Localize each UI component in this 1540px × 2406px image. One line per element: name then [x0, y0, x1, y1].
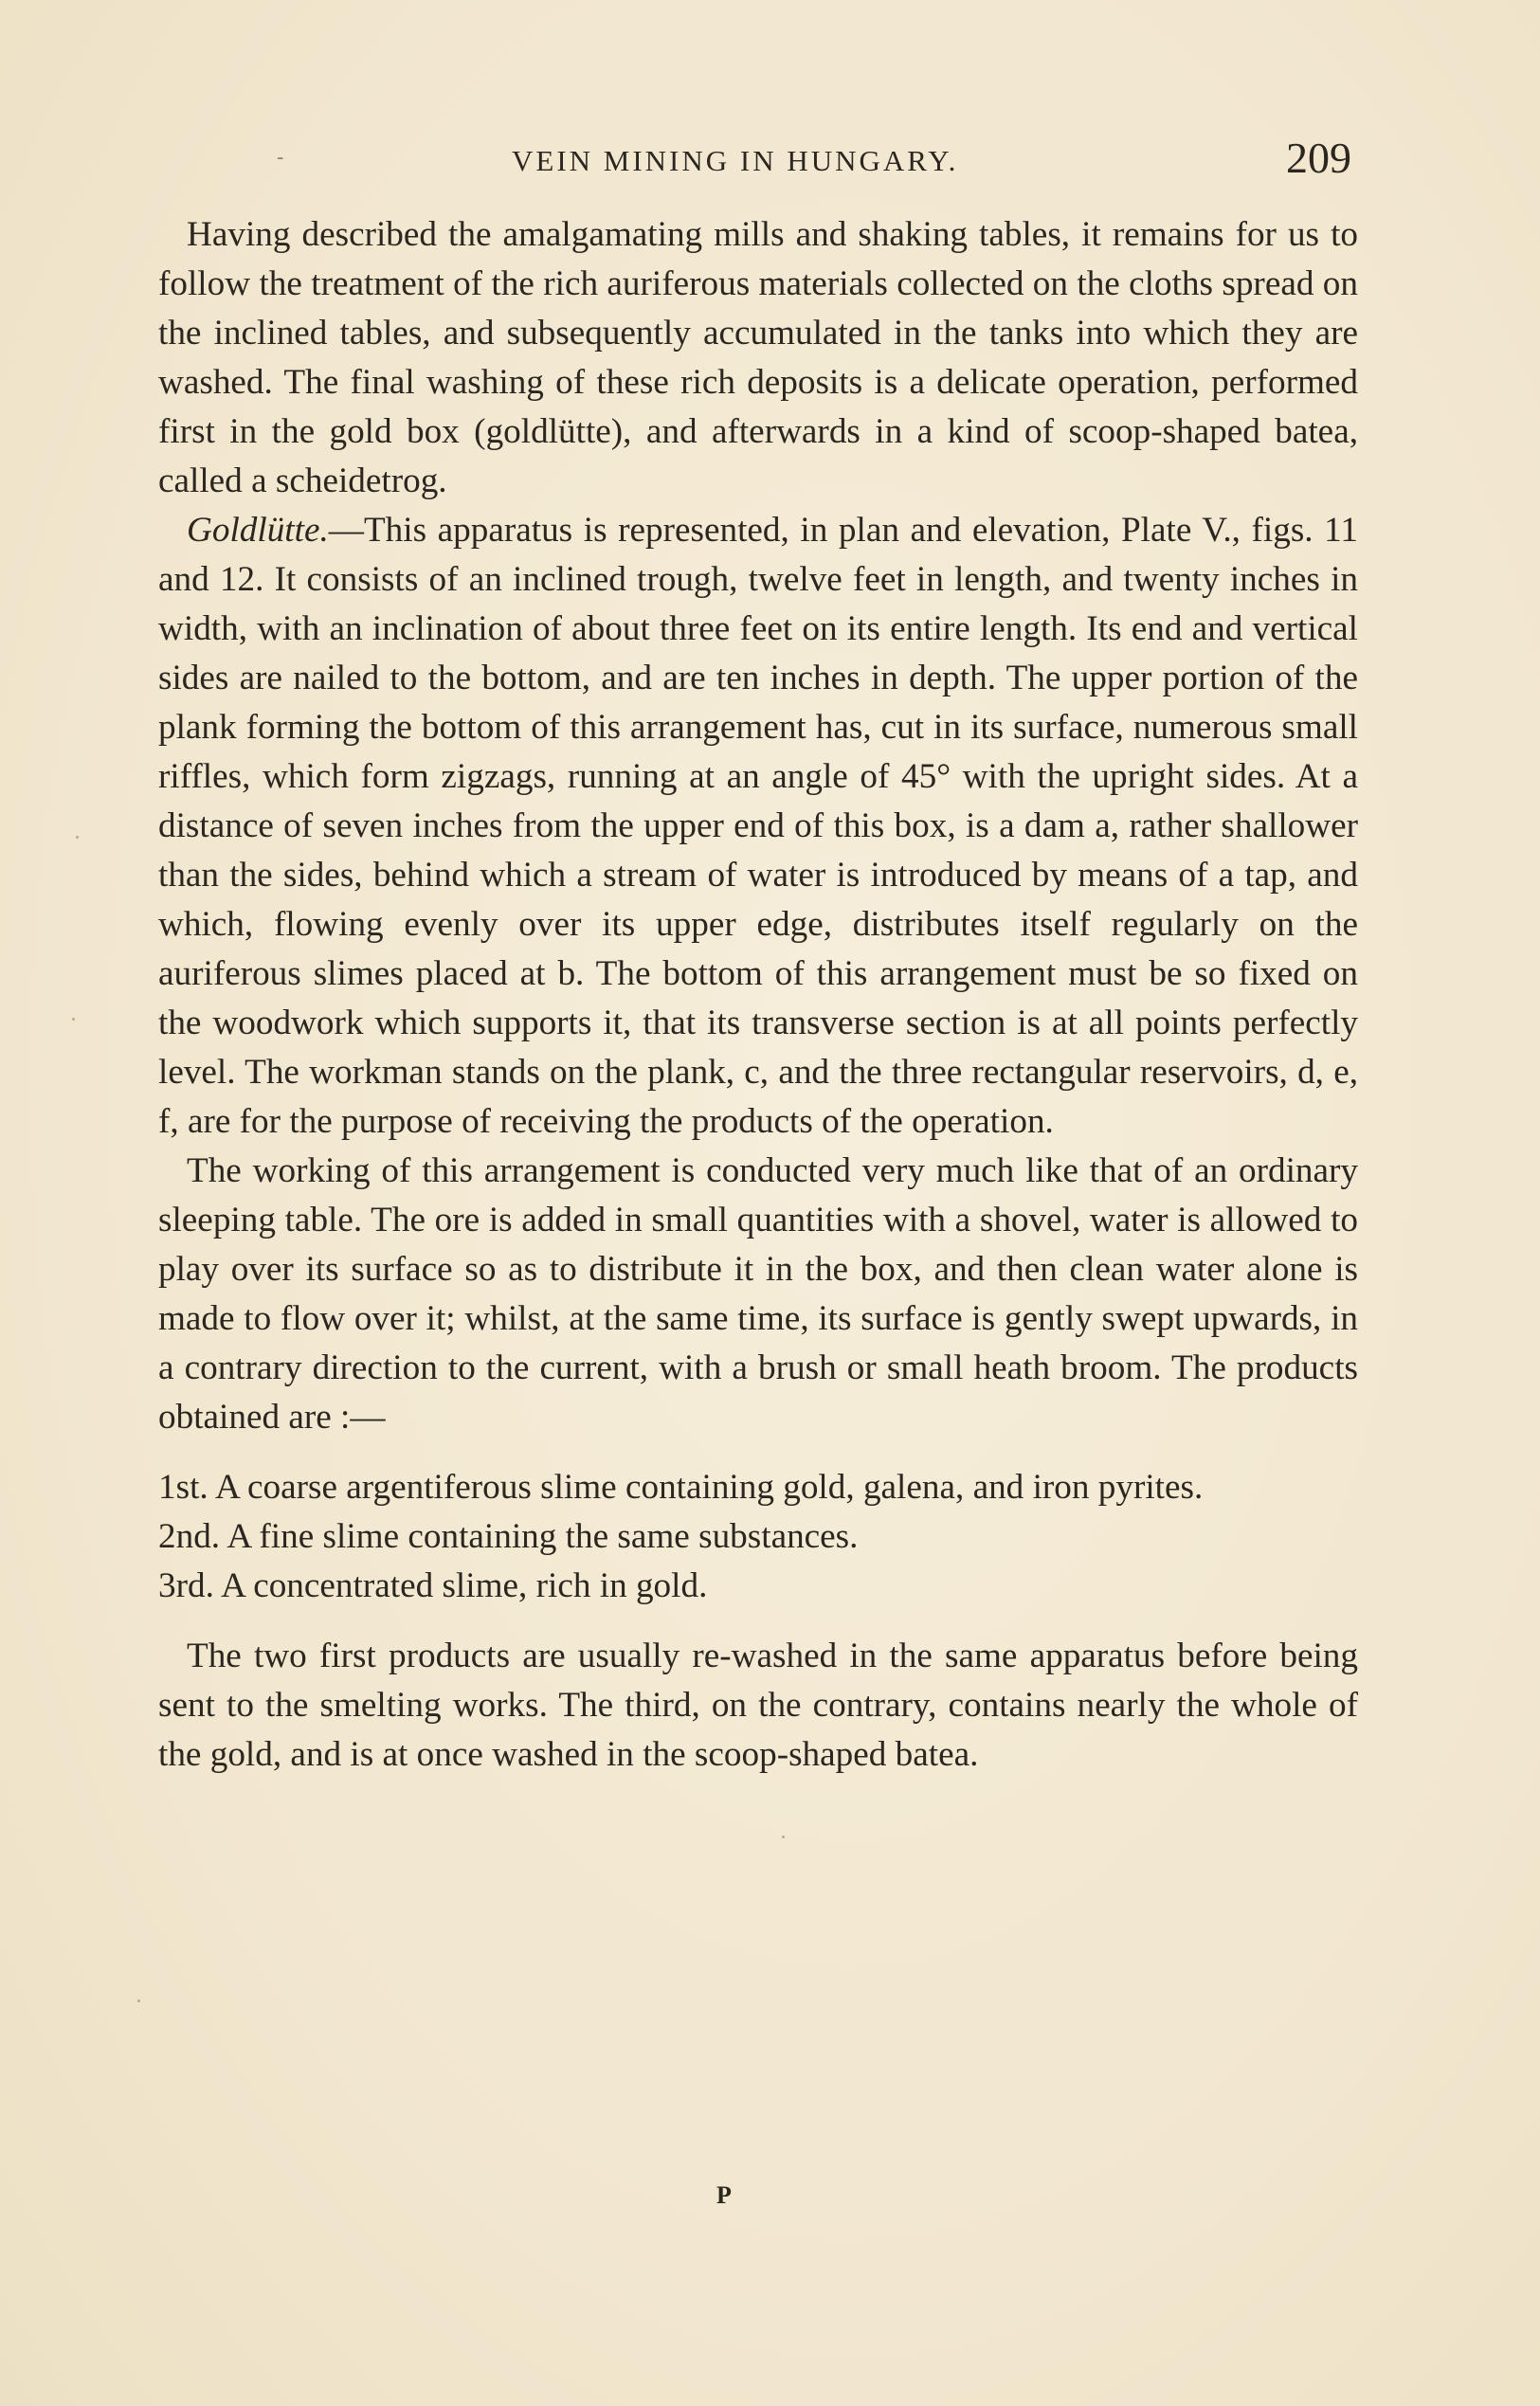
paragraph-goldlutte-lead: Goldlütte. — [187, 511, 329, 550]
header-dash-mark: - — [277, 146, 284, 170]
page-number: 209 — [1286, 134, 1351, 182]
paragraph-rewash: The two first products are usually re-washed in the same apparatus before being sent to the smelting works. The third, on the contrary, contains nearly the whole of the gold, and is at once washed in the scoop-shaped batea. — [158, 1637, 1358, 1774]
paragraph-goldlutte — [158, 506, 1358, 1147]
running-head: VEIN MINING IN HUNGARY. — [512, 144, 959, 177]
list-item: 2nd. A fine slime containing the same substances. — [158, 1517, 859, 1556]
body-text — [158, 210, 1358, 1780]
paper-speck — [137, 1999, 140, 2002]
list-item: 1st. A coarse argentiferous slime containing gold, galena, and iron pyrites. — [158, 1468, 1204, 1507]
paragraph-goldlutte-body: —This apparatus is represented, in plan and elevation, Plate V., figs. 11 and 12. It consists of an inclined trough, twelve feet in length, and twenty inches in width, with an inclination of about three feet on its entire length. Its end and vertical sides are nailed to the bottom, and are ten inches in depth. The upper portion of the plank forming the bottom of this arrangement has, cut in its surface, numerous small riffles, which form zigzags, running at an angle of 45° with the upright sides. At a distance of seven inches from the upper end of this box, is a dam a, rather shallower than the sides, behind which a stream of water is introduced by means of a tap, and which, flowing evenly over its upper edge, distributes itself regularly on the auriferous slimes placed at b. The bottom of this arrangement must be so fixed on the woodwork which supports it, that its transverse section is at all points perfectly level. The workman stands on the plank, c, and the three rectangular reservoirs, d, e, f, are for the purpose of receiving the products of the operation. — [158, 511, 1358, 1141]
paper-speck — [72, 1018, 75, 1021]
paragraph-working: The working of this arrangement is conducted very much like that of an ordinary sleeping table. The ore is added in small quantities with a shovel, water is allowed to play over its surface so as to distribute it in the box, and then clean water alone is made to flow over it; whilst, at the same time, its surface is gently swept upwards, in a contrary direction to the current, with a brush or small heath broom. The products obtained are :— — [158, 1151, 1358, 1437]
paper-speck — [76, 836, 79, 839]
paper-speck — [782, 1836, 785, 1838]
signature-mark: P — [716, 2181, 732, 2209]
list-item: 3rd. A concentrated slime, rich in gold. — [158, 1566, 708, 1605]
products-list — [158, 1463, 1358, 1611]
paragraph-intro: Having described the amalgamating mills and shaking tables, it remains for us to follow the treatment of the rich auriferous materials collected on the cloths spread on the inclined tables, and subsequently accumulated in the tanks into which they are washed. The final washing of these rich deposits is a delicate operation, performed first in the gold box (goldlütte), and afterwards in a kind of scoop-shaped batea, called a scheidetrog. — [158, 215, 1358, 500]
page-header — [0, 133, 1540, 190]
